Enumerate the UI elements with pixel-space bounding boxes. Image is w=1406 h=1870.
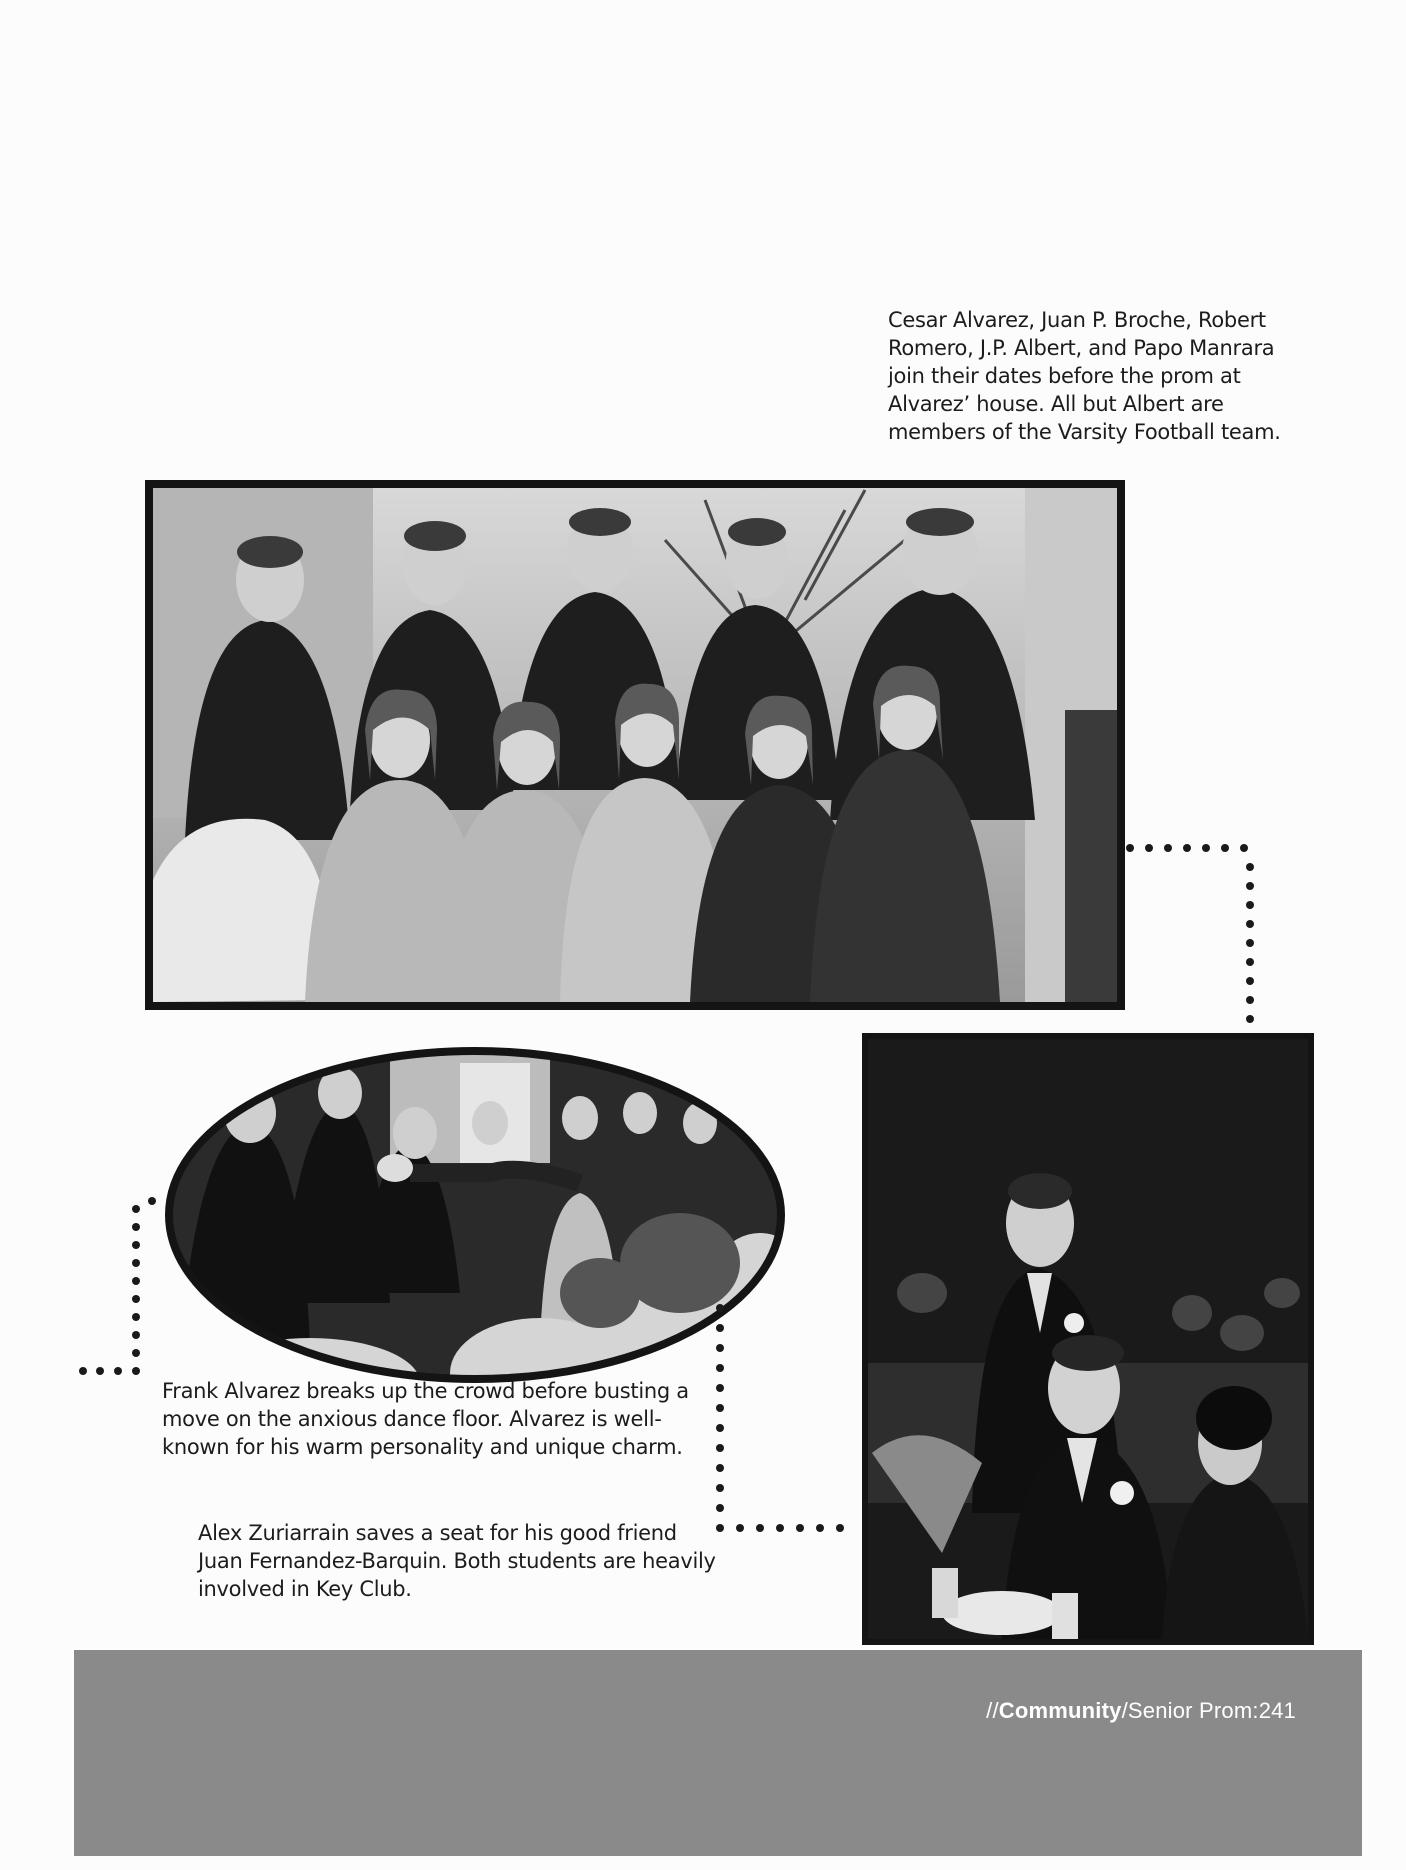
caption-line: members of the Varsity Football team. bbox=[888, 420, 1281, 444]
footer-prefix: // bbox=[986, 1698, 999, 1723]
page-number: 241 bbox=[1258, 1698, 1296, 1723]
dotted-connector-right bbox=[1125, 840, 1265, 1040]
footer-section: Community bbox=[998, 1698, 1122, 1723]
caption-line: Cesar Alvarez, Juan P. Broche, Robert bbox=[888, 308, 1266, 332]
dance-photo-caption bbox=[162, 1377, 702, 1461]
page-footer bbox=[986, 1698, 1296, 1724]
caption-line: move on the anxious dance floor. Alvarez is well- bbox=[162, 1407, 662, 1431]
table-photo-caption bbox=[198, 1519, 718, 1603]
caption-line: Romero, J.P. Albert, and Papo Manrara bbox=[888, 336, 1275, 360]
caption-line: Alex Zuriarrain saves a seat for his good friend bbox=[198, 1521, 677, 1545]
footer-separator: / bbox=[1121, 1698, 1128, 1723]
footer-bar bbox=[74, 1650, 1362, 1856]
footer-page-title: Senior Prom: bbox=[1127, 1698, 1259, 1723]
dotted-connector-bottom bbox=[712, 1300, 862, 1540]
caption-line: Juan Fernandez-Barquin. Both students are heavily bbox=[198, 1549, 716, 1573]
caption-line: join their dates before the prom at bbox=[888, 364, 1241, 388]
group-photo bbox=[145, 480, 1125, 1010]
caption-line: Alvarez’ house. All but Albert are bbox=[888, 392, 1224, 416]
caption-line: known for his warm personality and unique charm. bbox=[162, 1435, 683, 1459]
dotted-connector-left bbox=[78, 1195, 178, 1385]
caption-line: involved in Key Club. bbox=[198, 1577, 412, 1601]
group-photo-caption bbox=[888, 306, 1288, 446]
banquet-table-photo bbox=[862, 1033, 1314, 1645]
dance-floor-photo bbox=[160, 1043, 790, 1388]
caption-line: Frank Alvarez breaks up the crowd before busting a bbox=[162, 1379, 689, 1403]
